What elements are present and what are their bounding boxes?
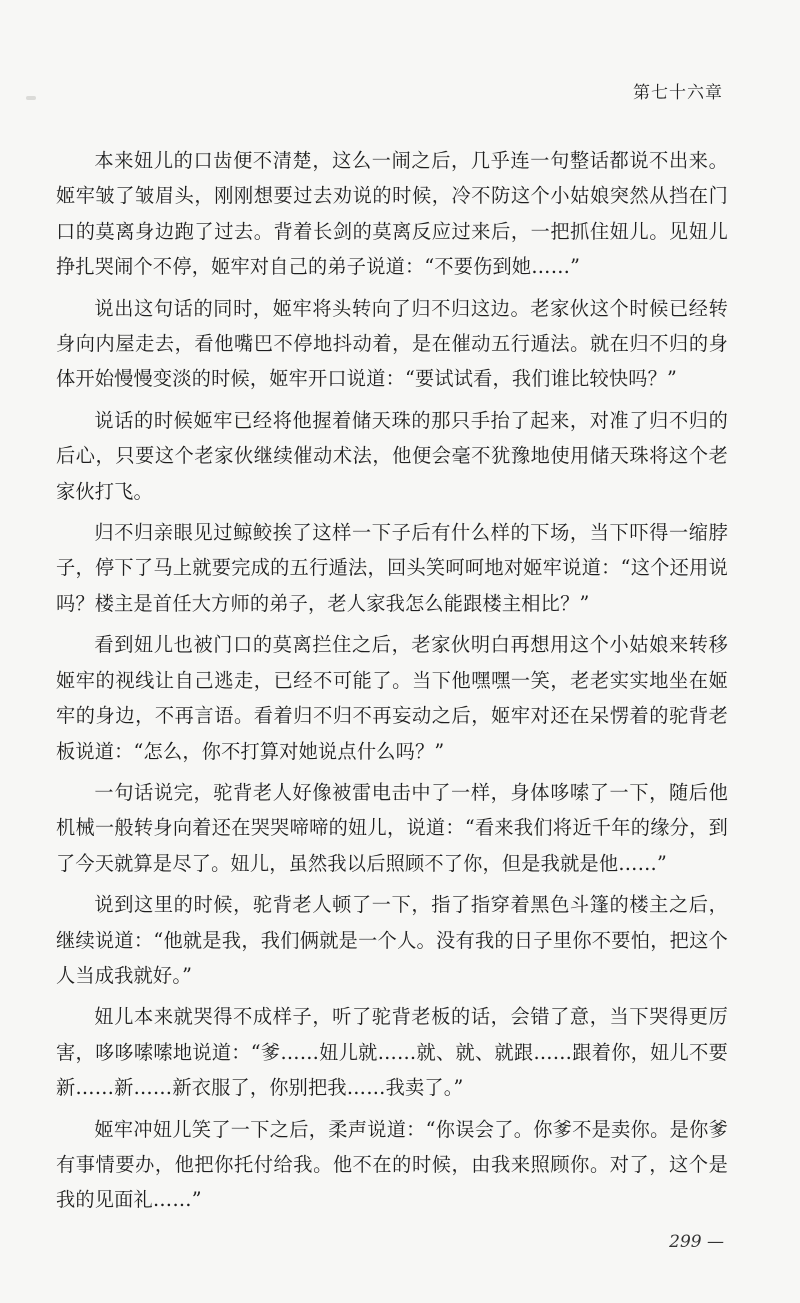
scan-speck: [26, 96, 36, 100]
paragraph-6: 一句话说完，驼背老人好像被雷电击中了一样，身体哆嗦了一下，随后他机械一般转身向着还在哭哭啼啼的妞儿，说道：“看来我们将近千年的缘分，到了今天就算是尽了。妞儿，虽然我以后照顾不了你，但是我就是他……”: [56, 780, 728, 875]
page-number: 299 —: [669, 1232, 724, 1252]
paragraph-1: 本来妞儿的口齿便不清楚，这么一闹之后，几乎连一句整话都说不出来。姬牢皱了皱眉头，刚刚想要过去劝说的时候，冷不防这个小姑娘突然从挡在门口的莫离身边跑了过去。背着长剑的莫离反应过来后，一把抓住妞儿。见妞儿挣扎哭闹个不停，姬牢对自己的弟子说道：“不要伤到她……”: [56, 149, 728, 279]
paragraph-8: 妞儿本来就哭得不成样子，听了驼背老板的话，会错了意，当下哭得更厉害，哆哆嗦嗦地说道：“爹……妞儿就……就、就、就跟……跟着你，妞儿不要新……新……新衣服了，你别把我……我卖了。”: [56, 1005, 728, 1100]
paragraph-2: 说出这句话的同时，姬牢将头转向了归不归这边。老家伙这个时候已经转身向内屋走去，看他嘴巴不停地抖动着，是在催动五行遁法。就在归不归的身体开始慢慢变淡的时候，姬牢开口说道：“要试试看，我们谁比较快吗？”: [56, 296, 728, 391]
paragraph-3: 说话的时候姬牢已经将他握着储天珠的那只手抬了起来，对准了归不归的后心，只要这个老家伙继续催动术法，他便会毫不犹豫地使用储天珠将这个老家伙打飞。: [56, 408, 728, 503]
chapter-title: 第七十六章: [633, 83, 723, 103]
paragraph-9: 姬牢冲妞儿笑了一下之后，柔声说道：“你误会了。你爹不是卖你。是你爹有事情要办，他把你托付给我。他不在的时候，由我来照顾你。对了，这个是我的见面礼……”: [56, 1117, 728, 1212]
body-text: [56, 143, 728, 1224]
paragraph-5: 看到妞儿也被门口的莫离拦住之后，老家伙明白再想用这个小姑娘来转移姬牢的视线让自己逃走，已经不可能了。当下他嘿嘿一笑，老老实实地坐在姬牢的身边，不再言语。看着归不归不再妄动之后，姬牢对还在呆愣着的驼背老板说道：“怎么，你不打算对她说点什么吗？”: [56, 633, 728, 763]
paragraph-4: 归不归亲眼见过鲸鲛挨了这样一下子后有什么样的下场，当下吓得一缩脖子，停下了马上就要完成的五行遁法，回头笑呵呵地对姬牢说道：“这个还用说吗？楼主是首任大方师的弟子，老人家我怎么能跟楼主相比？”: [56, 521, 728, 615]
paragraph-7: 说到这里的时候，驼背老人顿了一下，指了指穿着黑色斗篷的楼主之后，继续说道：“他就是我，我们俩就是一个人。没有我的日子里你不要怕，把这个人当成我就好。”: [56, 893, 728, 987]
